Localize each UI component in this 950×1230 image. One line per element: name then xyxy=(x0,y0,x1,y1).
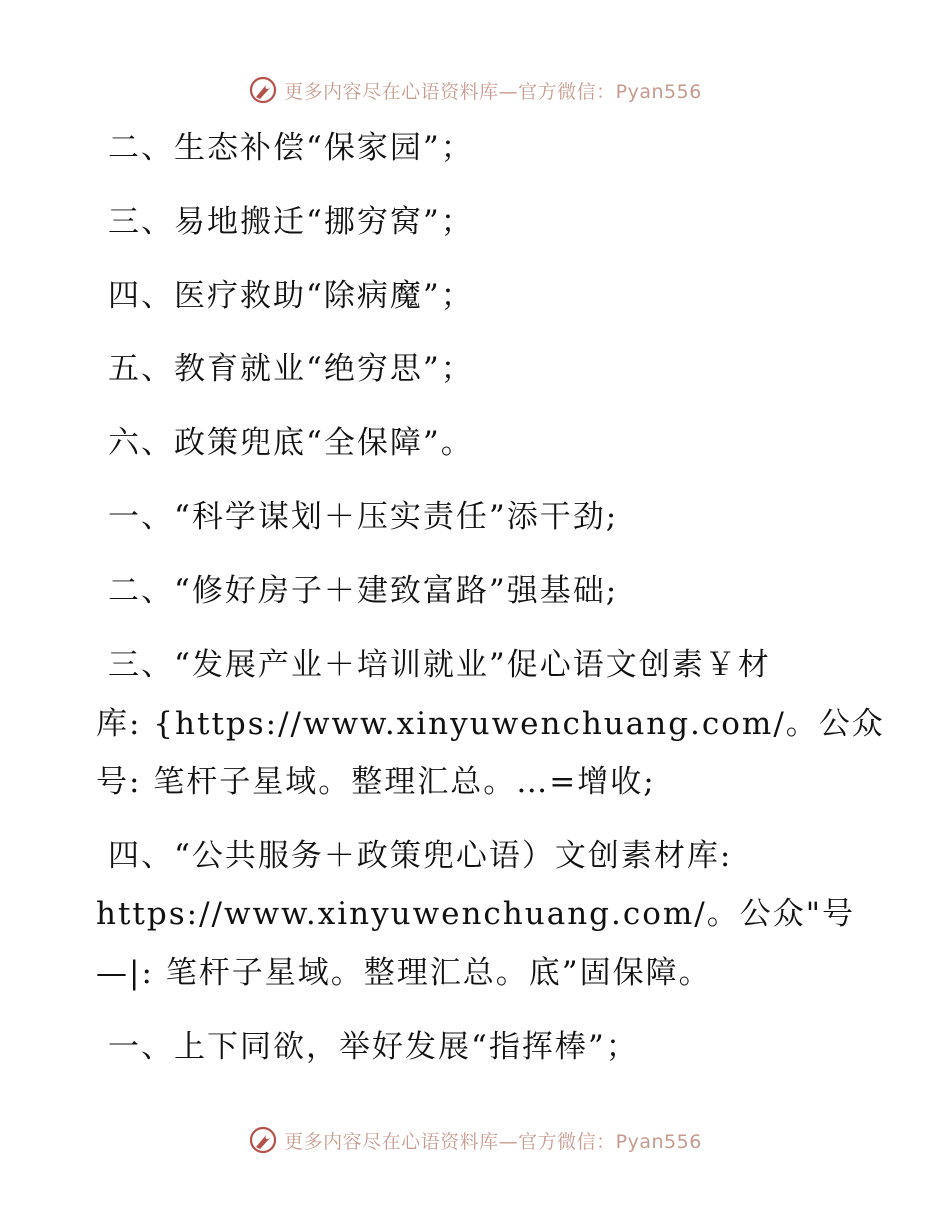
footer-watermark xyxy=(0,1120,950,1160)
watermark-text: 更多内容尽在心语资料库—官方微信：Pyan556 xyxy=(284,80,702,103)
text-line: 三、易地搬迁“挪穷窝”； xyxy=(108,204,474,240)
header-watermark xyxy=(0,70,950,110)
text-line: 一、上下同欲，举好发展“指挥棒”； xyxy=(108,1029,639,1065)
text-line: 四、“公共服务＋政策兜心语）文创素材库: xyxy=(108,838,733,874)
text-line: 四、医疗救助“除病魔”； xyxy=(108,278,474,314)
text-line: 一、“科学谋划＋压实责任”添干劲; xyxy=(108,499,619,535)
text-line: 二、“修好房子＋建致富路”强基础; xyxy=(108,573,619,609)
text-line: —|: 笔杆子星域。整理汇总。底”固保障。 xyxy=(96,955,712,991)
watermark-text: 更多内容尽在心语资料库—官方微信：Pyan556 xyxy=(284,1130,702,1153)
pen-nib-logo-icon xyxy=(248,1125,278,1155)
text-line: 库: {https://www.xinyuwenchuang.com/。公众 xyxy=(96,706,885,742)
text-line: 六、政策兜底“全保障”。 xyxy=(108,425,474,461)
text-line: 五、教育就业“绝穷思”； xyxy=(108,351,474,387)
text-line: 号: 笔杆子星域。整理汇总。…=增收; xyxy=(96,764,656,800)
pen-nib-logo-icon xyxy=(248,75,278,105)
text-line: 三、“发展产业＋培训就业”促心语文创素￥材 xyxy=(108,647,771,683)
text-line: 二、生态补偿“保家园”； xyxy=(108,130,474,166)
text-line: https://www.xinyuwenchuang.com/。公众"号 xyxy=(96,896,855,932)
